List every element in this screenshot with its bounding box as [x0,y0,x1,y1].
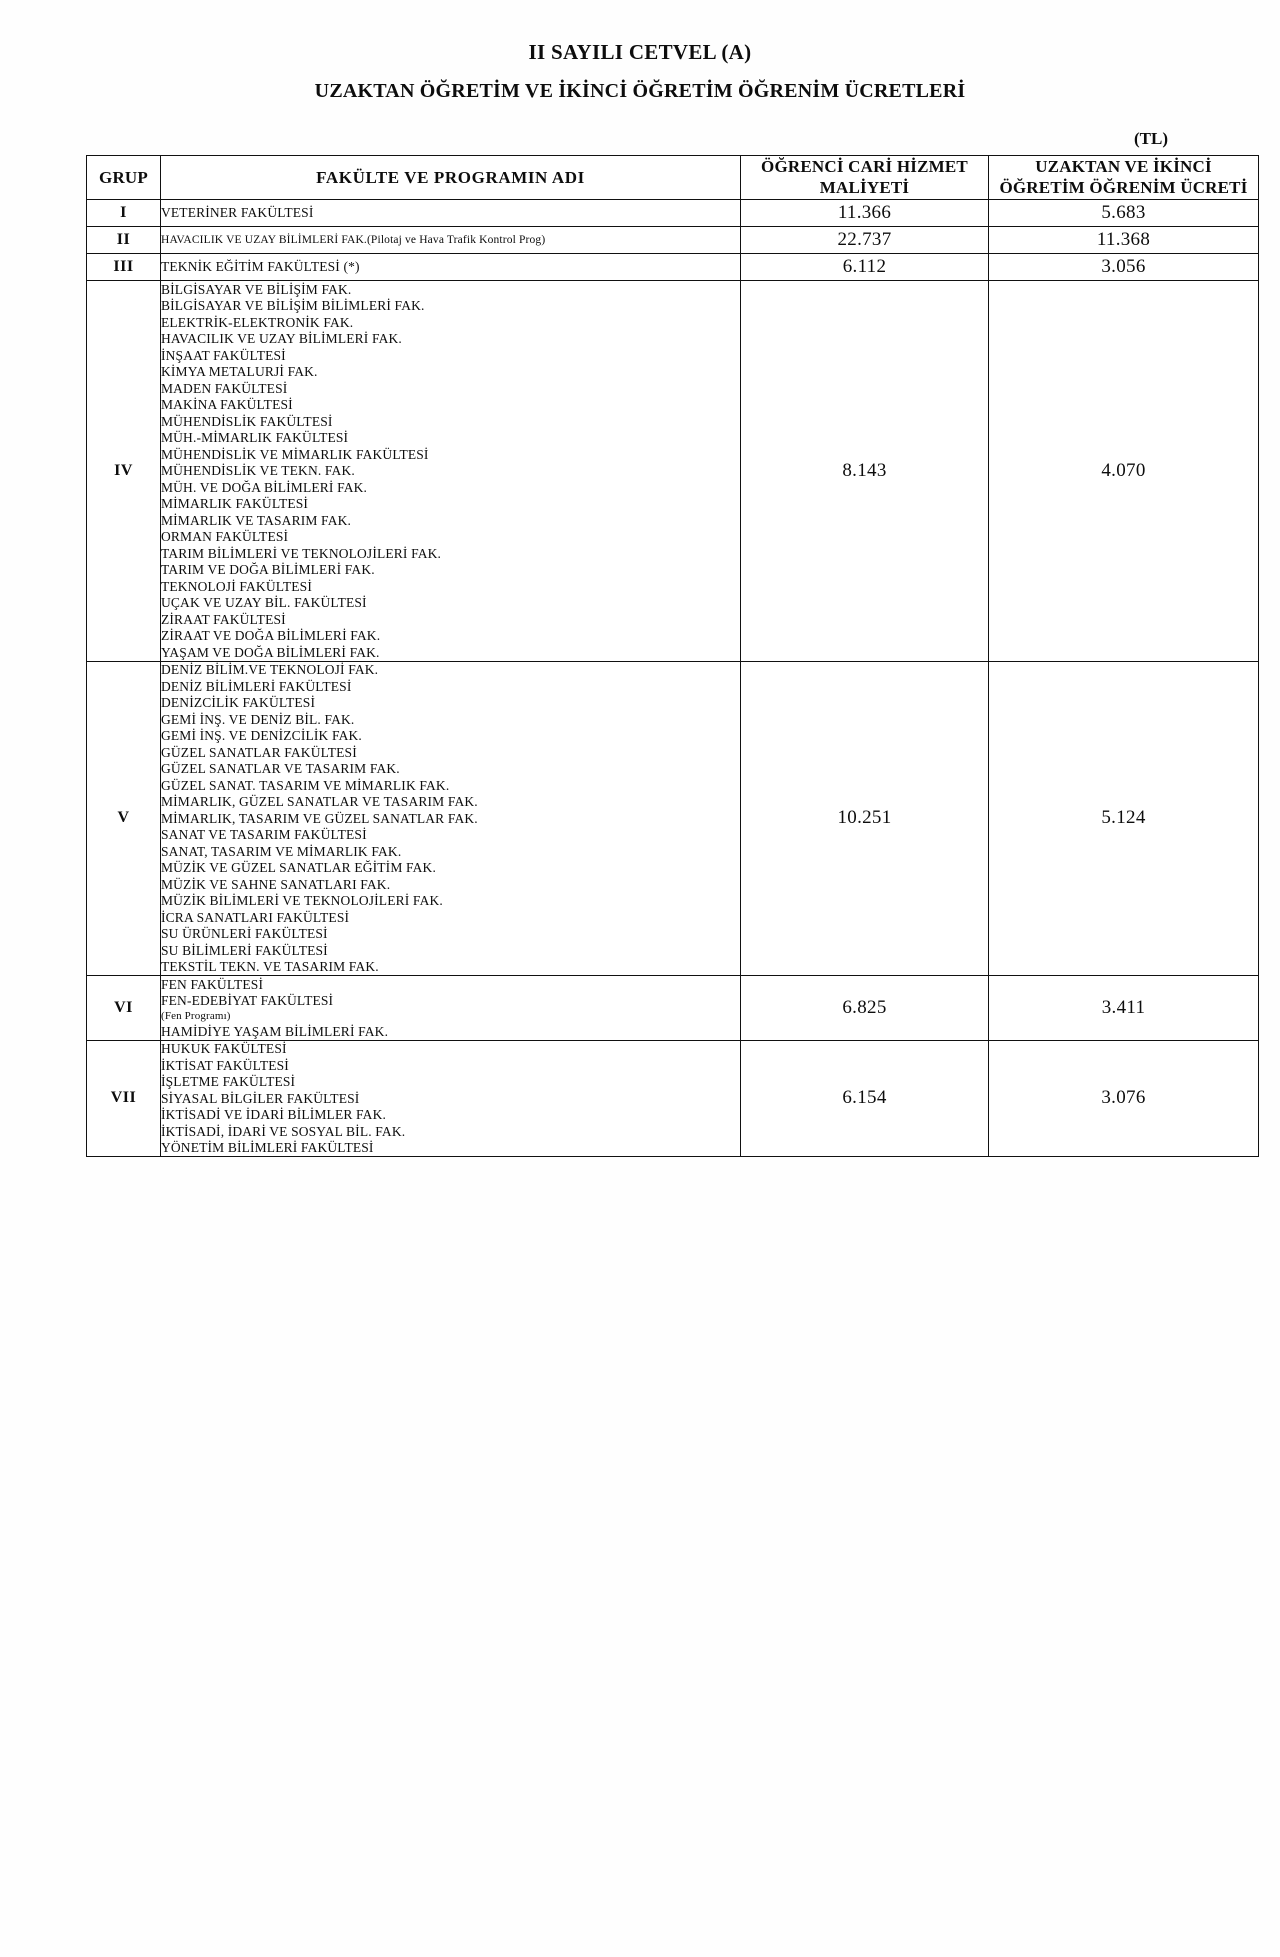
table-body [87,199,1259,1156]
header-row [87,156,1259,200]
cell-student-cost: 10.251 [741,661,989,976]
faculty-name: MÜZİK VE SAHNE SANATLARI FAK. [161,876,391,892]
table-row [87,281,1259,662]
cell-group: IV [87,281,161,662]
faculty-name: BİLGİSAYAR VE BİLİŞİM BİLİMLERİ FAK. [161,298,425,314]
document-subtitle: UZAKTAN ÖĞRETİM VE İKİNCİ ÖĞRETİM ÖĞRENİM ÜCRETLERİ [314,80,966,103]
cell-group: I [87,199,161,227]
faculty-name: TEKSTİL TEKN. VE TASARIM FAK. [161,959,379,975]
faculty-name: ZİRAAT FAKÜLTESİ [161,611,286,627]
faculty-name: HAVACILIK VE UZAY BİLİMLERİ FAK. [161,331,402,347]
faculty-name: GEMİ İNŞ. VE DENİZCİLİK FAK. [161,728,362,744]
faculty-name: GÜZEL SANATLAR VE TASARIM FAK. [161,761,400,777]
faculty-name: FEN-EDEBİYAT FAKÜLTESİ [161,993,334,1009]
faculty-name: TARIM VE DOĞA BİLİMLERİ FAK. [161,562,375,578]
cell-faculty-list [161,281,741,662]
faculty-name: MİMARLIK, TASARIM VE GÜZEL SANATLAR FAK. [161,810,478,826]
cell-group: VI [87,976,161,1041]
faculty-name: İŞLETME FAKÜLTESİ [161,1074,296,1090]
cell-student-cost: 8.143 [741,281,989,662]
column-header-student-cost-line1: ÖĞRENCİ CARİ HİZMET [761,157,968,177]
column-header-tuition-fee [989,156,1259,200]
faculty-name: MAKİNA FAKÜLTESİ [161,397,293,413]
faculty-name: MÜZİK BİLİMLERİ VE TEKNOLOJİLERİ FAK. [161,893,443,909]
table-row [87,227,1259,253]
table-row [87,199,1259,227]
column-header-grup: GRUP [87,156,161,200]
faculty-name: YÖNETİM BİLİMLERİ FAKÜLTESİ [161,1140,374,1156]
column-header-student-cost-line2: MALİYETİ [819,178,910,198]
cell-tuition-fee: 4.070 [989,281,1259,662]
column-header-tuition-fee-line1: UZAKTAN VE İKİNCİ [1035,157,1212,177]
faculty-name: İKTİSAT FAKÜLTESİ [161,1057,289,1073]
faculty-name: TARIM BİLİMLERİ VE TEKNOLOJİLERİ FAK. [161,545,442,561]
faculty-name: İNŞAAT FAKÜLTESİ [161,347,286,363]
cell-tuition-fee: 3.076 [989,1040,1259,1157]
table-row [87,976,1259,1041]
faculty-name: GÜZEL SANAT. TASARIM VE MİMARLIK FAK. [161,777,450,793]
faculty-name: KİMYA METALURJİ FAK. [161,364,318,380]
cell-student-cost: 6.825 [741,976,989,1041]
faculty-name: VETERİNER FAKÜLTESİ [161,205,314,221]
cell-tuition-fee: 3.056 [989,253,1259,281]
cell-faculty-list [161,253,741,281]
faculty-name: TEKNOLOJİ FAKÜLTESİ [161,578,312,594]
column-header-tuition-fee-line2: ÖĞRETİM ÖĞRENİM ÜCRETİ [999,178,1248,198]
cell-group: III [87,253,161,281]
column-header-faculty-name: FAKÜLTE VE PROGRAMIN ADI [161,156,741,200]
cell-faculty-list [161,227,741,253]
faculty-name: MÜH. VE DOĞA BİLİMLERİ FAK. [161,479,368,495]
faculty-name: SU BİLİMLERİ FAKÜLTESİ [161,942,328,958]
cell-tuition-fee: 5.124 [989,661,1259,976]
table-header [87,156,1259,200]
cell-group: VII [87,1040,161,1157]
faculty-name: HAVACILIK VE UZAY BİLİMLERİ FAK.(Pilotaj ve Hava Trafik Kontrol Prog) [161,233,546,246]
cell-student-cost: 6.112 [741,253,989,281]
faculty-name: DENİZCİLİK FAKÜLTESİ [161,695,316,711]
faculty-name: DENİZ BİLİMLERİ FAKÜLTESİ [161,678,352,694]
cell-tuition-fee: 3.411 [989,976,1259,1041]
cell-tuition-fee: 5.683 [989,199,1259,227]
faculty-name: MÜHENDİSLİK FAKÜLTESİ [161,413,333,429]
faculty-name: FEN FAKÜLTESİ [161,976,264,992]
faculty-name: İCRA SANATLARI FAKÜLTESİ [161,909,350,925]
faculty-name: SANAT, TASARIM VE MİMARLIK FAK. [161,843,402,859]
cell-tuition-fee: 11.368 [989,227,1259,253]
title-block [86,40,1194,103]
faculty-name: MÜZİK VE GÜZEL SANATLAR EĞİTİM FAK. [161,860,436,876]
currency-note: (TL) [1134,129,1168,149]
document-title: II SAYILI CETVEL (A) [528,40,752,64]
cell-faculty-list [161,661,741,976]
cell-faculty-list [161,199,741,227]
faculty-name: DENİZ BİLİM.VE TEKNOLOJİ FAK. [161,662,379,678]
cell-group: II [87,227,161,253]
faculty-name: (Fen Programı) [161,1009,231,1022]
faculty-name: SANAT VE TASARIM FAKÜLTESİ [161,827,367,843]
faculty-name: SU ÜRÜNLERİ FAKÜLTESİ [161,926,328,942]
faculty-name: UÇAK VE UZAY BİL. FAKÜLTESİ [161,595,367,611]
faculty-name: ELEKTRİK-ELEKTRONİK FAK. [161,314,354,330]
cell-faculty-list [161,1040,741,1157]
column-header-student-cost [741,156,989,200]
faculty-name: MÜHENDİSLİK VE TEKN. FAK. [161,463,355,479]
table-row [87,253,1259,281]
fee-schedule-table [86,155,1259,1157]
faculty-name: ZİRAAT VE DOĞA BİLİMLERİ FAK. [161,628,381,644]
faculty-name: TEKNİK EĞİTİM FAKÜLTESİ (*) [161,259,360,275]
faculty-name: MİMARLIK FAKÜLTESİ [161,496,309,512]
faculty-name: MİMARLIK VE TASARIM FAK. [161,512,352,528]
faculty-name: ORMAN FAKÜLTESİ [161,529,289,545]
faculty-name: MÜH.-MİMARLIK FAKÜLTESİ [161,430,349,446]
faculty-name: HUKUK FAKÜLTESİ [161,1041,287,1057]
cell-group: V [87,661,161,976]
cell-student-cost: 11.366 [741,199,989,227]
faculty-name: SİYASAL BİLGİLER FAKÜLTESİ [161,1090,360,1106]
faculty-name: YAŞAM VE DOĞA BİLİMLERİ FAK. [161,644,380,660]
cell-student-cost: 6.154 [741,1040,989,1157]
faculty-name: BİLGİSAYAR VE BİLİŞİM FAK. [161,281,352,297]
faculty-name: İKTİSADİ, İDARİ VE SOSYAL BİL. FAK. [161,1123,406,1139]
faculty-name: GÜZEL SANATLAR FAKÜLTESİ [161,744,357,760]
faculty-name: HAMİDİYE YAŞAM BİLİMLERİ FAK. [161,1023,389,1039]
faculty-name: MİMARLIK, GÜZEL SANATLAR VE TASARIM FAK. [161,794,478,810]
cell-student-cost: 22.737 [741,227,989,253]
faculty-name: İKTİSADİ VE İDARİ BİLİMLER FAK. [161,1107,387,1123]
table-row [87,1040,1259,1157]
table-row [87,661,1259,976]
faculty-name: MADEN FAKÜLTESİ [161,380,288,396]
faculty-name: GEMİ İNŞ. VE DENİZ BİL. FAK. [161,711,355,727]
cell-faculty-list [161,976,741,1041]
faculty-name: MÜHENDİSLİK VE MİMARLIK FAKÜLTESİ [161,446,429,462]
